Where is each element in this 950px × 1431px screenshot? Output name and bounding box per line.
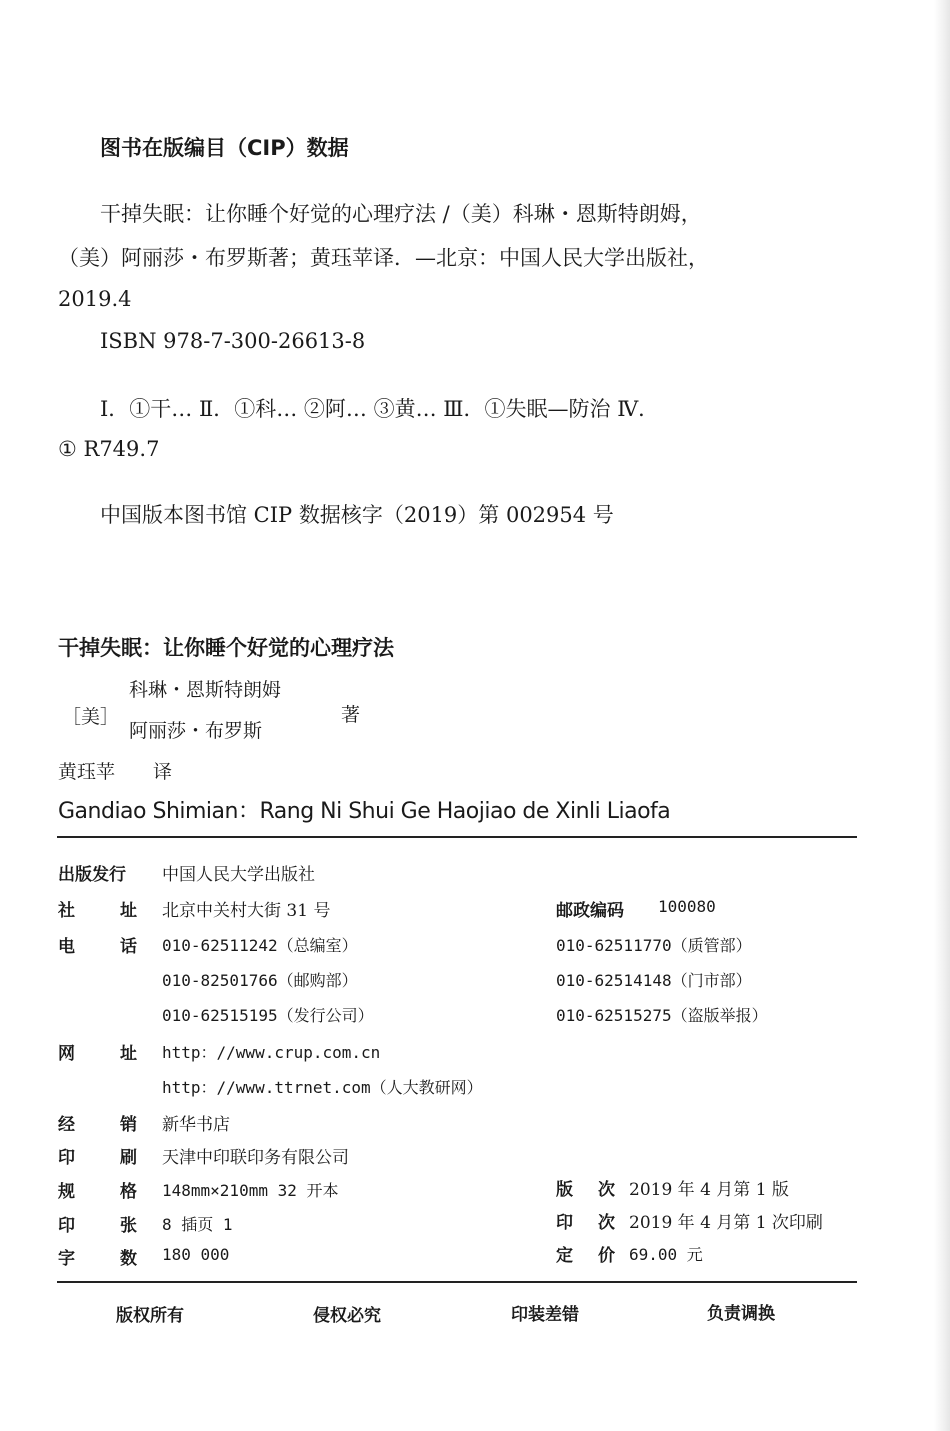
phone-right-2: 010-62514148（门市部） — [556, 971, 752, 990]
address-value: 北京中关村大街 31 号 — [162, 901, 331, 921]
notice-4: 负责调换 — [707, 1304, 775, 1324]
printer-label-2: 刷 — [120, 1148, 137, 1168]
notice-2: 侵权必究 — [313, 1306, 381, 1326]
format-label-1: 规 — [58, 1182, 75, 1202]
words-value: 180 000 — [162, 1245, 230, 1264]
translator-role: 译 — [153, 761, 173, 783]
cip-citation-line-2: （美）阿丽莎・布罗斯著；黄珏苹译．—北京：中国人民大学出版社， — [58, 246, 709, 270]
cip-citation-line-3: 2019.4 — [58, 287, 132, 311]
address-label-1: 社 — [58, 901, 75, 921]
edition-label-1: 版 — [556, 1180, 573, 1200]
web-url-1[interactable]: http：//www.crup.com.cn — [162, 1043, 381, 1062]
phone-right-3: 010-62515275（盗版举报） — [556, 1006, 768, 1025]
postcode-label: 邮政编码 — [556, 901, 624, 921]
cip-classification-line-2: ① R749.7 — [58, 437, 160, 461]
edition-value: 2019 年 4 月第 1 版 — [629, 1180, 789, 1200]
phone-left-3: 010-62515195（发行公司） — [162, 1006, 374, 1025]
publisher-label: 出版发行 — [58, 865, 126, 885]
phone-left-1: 010-62511242（总编室） — [162, 936, 358, 955]
cip-citation-line-1: 干掉失眠：让你睡个好觉的心理疗法 /（美）科琳・恩斯特朗姆， — [100, 202, 702, 226]
sheets-label-2: 张 — [120, 1216, 137, 1236]
price-label-2: 价 — [598, 1246, 615, 1266]
printing-label-1: 印 — [556, 1213, 573, 1233]
author-role: 著 — [341, 704, 361, 726]
phone-right-1: 010-62511770（质管部） — [556, 936, 752, 955]
notice-1: 版权所有 — [116, 1306, 184, 1326]
postcode-value: 100080 — [658, 897, 716, 916]
translator: 黄珏苹 — [58, 761, 116, 783]
book-title: 干掉失眠：让你睡个好觉的心理疗法 — [58, 636, 394, 660]
web-label-1: 网 — [58, 1044, 75, 1064]
pinyin-title: Gandiao Shimian：Rang Ni Shui Ge Haojiao de Xinli Liaofa — [58, 799, 671, 824]
printing-value: 2019 年 4 月第 1 次印刷 — [629, 1213, 823, 1233]
distributor-label-2: 销 — [120, 1115, 137, 1135]
price-value: 69.00 元 — [629, 1245, 703, 1264]
words-label-1: 字 — [58, 1249, 75, 1269]
printing-label-2: 次 — [598, 1213, 615, 1233]
words-label-2: 数 — [120, 1249, 137, 1269]
printer-value: 天津中印联印务有限公司 — [162, 1148, 349, 1168]
author-nationality: ［美］ — [62, 706, 120, 728]
author-1: 科琳・恩斯特朗姆 — [129, 679, 282, 701]
cip-classification-line-1: Ⅰ．①干… Ⅱ．①科… ②阿… ③黄… Ⅲ．①失眠—防治 Ⅳ． — [100, 397, 660, 421]
publisher-value: 中国人民大学出版社 — [162, 865, 315, 885]
author-2: 阿丽莎・布罗斯 — [129, 720, 263, 742]
cip-isbn: ISBN 978-7-300-26613-8 — [100, 329, 366, 353]
phone-label-2: 话 — [120, 937, 137, 957]
notice-3: 印装差错 — [511, 1305, 579, 1325]
cip-heading: 图书在版编目（CIP）数据 — [100, 136, 349, 160]
web-label-2: 址 — [120, 1044, 137, 1064]
phone-left-2: 010-82501766（邮购部） — [162, 971, 358, 990]
phone-label-1: 电 — [58, 937, 75, 957]
price-label-1: 定 — [556, 1246, 573, 1266]
distributor-value: 新华书店 — [162, 1115, 230, 1135]
format-label-2: 格 — [120, 1182, 137, 1202]
page-edge-shadow — [934, 0, 950, 1431]
sheets-value: 8 插页 1 — [162, 1215, 233, 1234]
cip-verification-number: 中国版本图书馆 CIP 数据核字（2019）第 002954 号 — [100, 503, 614, 527]
divider-bottom — [57, 1281, 857, 1283]
format-value: 148mm×210mm 32 开本 — [162, 1181, 339, 1200]
distributor-label-1: 经 — [58, 1115, 75, 1135]
edition-label-2: 次 — [598, 1180, 615, 1200]
sheets-label-1: 印 — [58, 1216, 75, 1236]
web-url-2[interactable]: http：//www.ttrnet.com（人大教研网） — [162, 1078, 483, 1097]
address-label-2: 址 — [120, 901, 137, 921]
printer-label-1: 印 — [58, 1148, 75, 1168]
divider-top — [57, 836, 857, 838]
